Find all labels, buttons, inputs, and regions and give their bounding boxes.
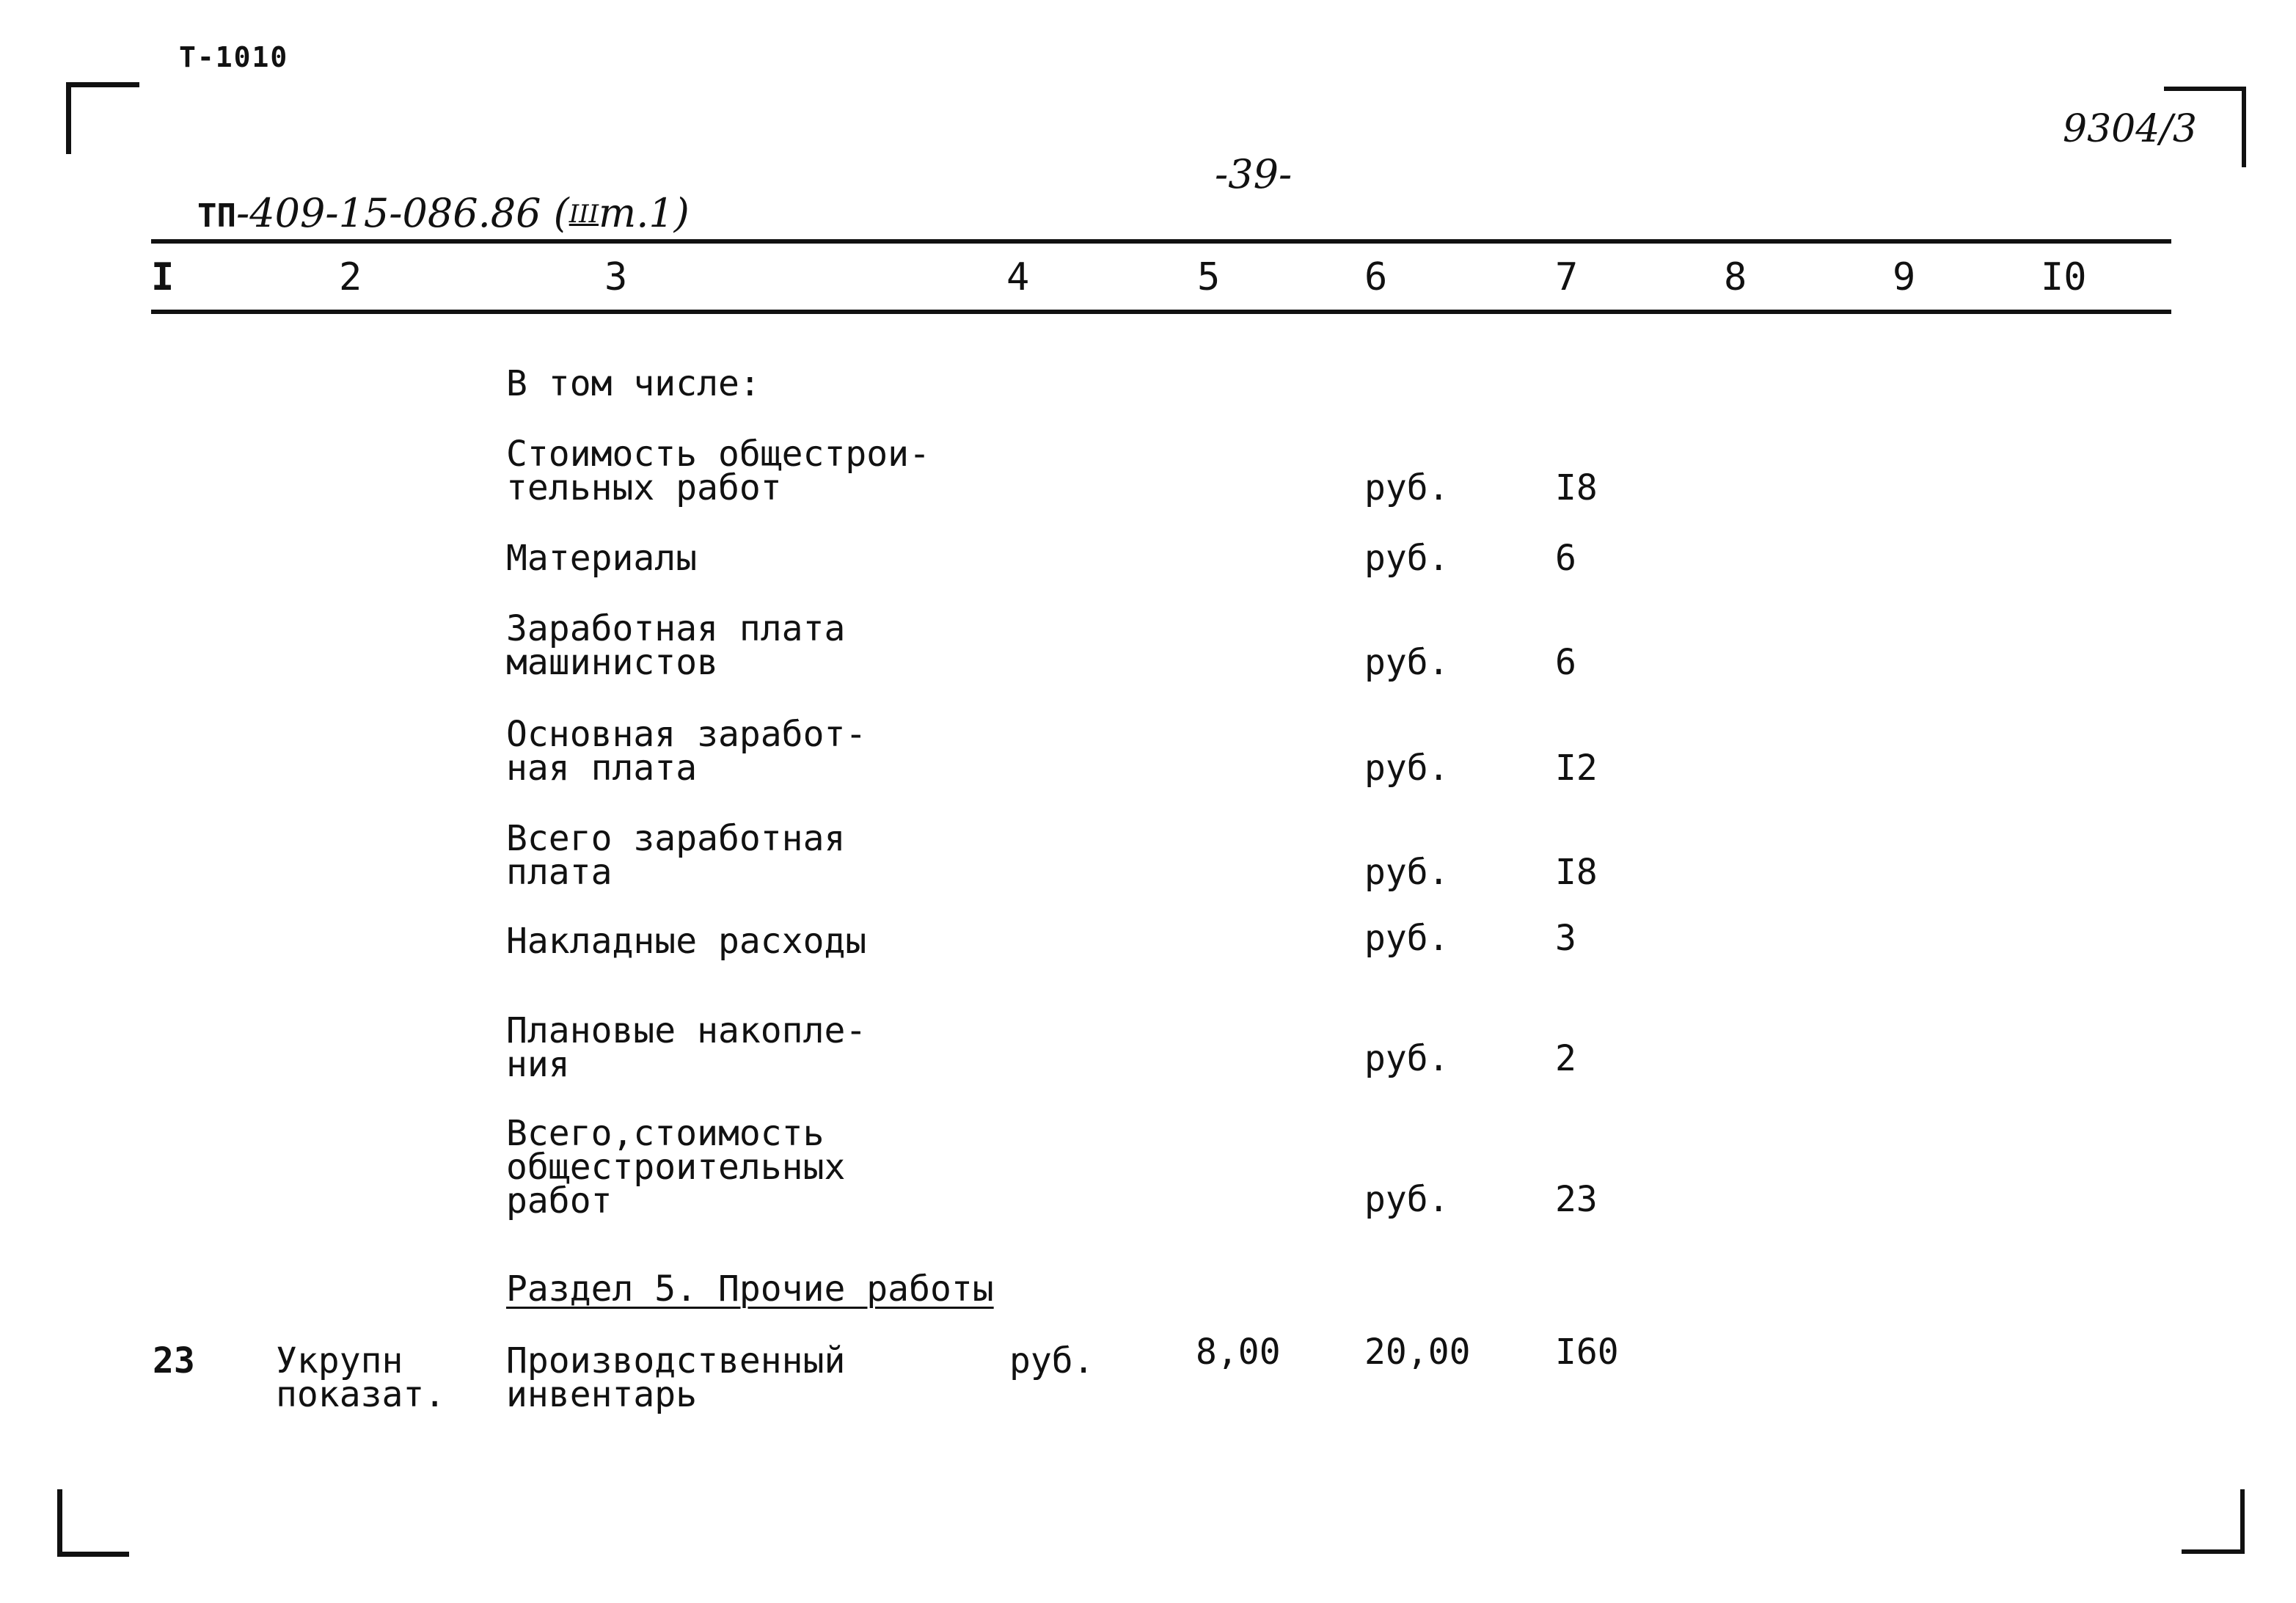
item-number: 23 — [153, 1340, 195, 1381]
row-name-line: Всего заработная — [506, 818, 846, 859]
column-number: 8 — [1724, 255, 1747, 299]
document-code: Т-1010 — [179, 41, 289, 73]
item-price: 20,00 — [1364, 1332, 1471, 1373]
column-number: 9 — [1893, 255, 1916, 299]
corner-mark-bottom-right-h — [2182, 1549, 2245, 1554]
row-value: 6 — [1555, 642, 1576, 683]
row-name-line: машинистов — [506, 642, 718, 683]
corner-mark-top-left-v — [66, 82, 71, 154]
archive-number: 9304/3 — [2063, 107, 2197, 151]
item-total: I60 — [1555, 1332, 1619, 1373]
column-number: 3 — [604, 255, 628, 299]
row-value: 3 — [1555, 918, 1576, 959]
designation-tail: т.1) — [599, 190, 690, 236]
item-basis-line: показат. — [276, 1374, 446, 1415]
column-number: I — [151, 255, 175, 299]
row-unit: руб. — [1364, 1179, 1449, 1220]
row-name-line: Основная заработ- — [506, 714, 867, 755]
row-name-line: Всего,стоимость — [506, 1113, 825, 1154]
designation-handwritten: -409-15-086.86 ( — [236, 190, 569, 236]
row-name-line: Материалы — [506, 538, 698, 579]
section-title: Раздел 5. Прочие работы — [506, 1268, 994, 1310]
item-quantity: 8,00 — [1196, 1332, 1281, 1373]
row-value: I2 — [1555, 748, 1598, 789]
item-name-line: Производственный — [506, 1340, 846, 1381]
column-number: 7 — [1555, 255, 1579, 299]
row-name-line: Накладные расходы — [506, 921, 867, 962]
column-number: 4 — [1006, 255, 1030, 299]
designation-prefix: ТП — [197, 197, 237, 235]
row-value: I8 — [1555, 852, 1598, 893]
column-number: 2 — [339, 255, 362, 299]
designation-volume: III — [568, 200, 599, 229]
row-name-line: тельных работ — [506, 467, 782, 508]
item-name-line: инвентарь — [506, 1374, 698, 1415]
project-designation — [150, 144, 690, 236]
row-unit: руб. — [1364, 852, 1449, 893]
corner-mark-top-right-v — [2242, 87, 2246, 167]
row-unit: руб. — [1364, 1038, 1449, 1079]
row-unit: руб. — [1364, 467, 1449, 508]
page-number: -39- — [1215, 151, 1293, 197]
row-name-line: работ — [506, 1180, 613, 1222]
row-name-line: Стоимость общестрои- — [506, 434, 930, 475]
row-value: 23 — [1555, 1179, 1598, 1220]
row-value: 2 — [1555, 1038, 1576, 1079]
row-name-line: ния — [506, 1044, 570, 1085]
column-number: 5 — [1197, 255, 1221, 299]
row-name-line: плата — [506, 852, 613, 893]
item-unit: руб. — [1009, 1340, 1094, 1381]
row-name-line: Плановые накопле- — [506, 1010, 867, 1051]
corner-mark-bottom-left-h — [57, 1552, 129, 1557]
row-unit: руб. — [1364, 748, 1449, 789]
corner-mark-bottom-right-v — [2240, 1489, 2245, 1554]
row-name-line: Заработная плата — [506, 608, 846, 649]
intro-text: В том числе: — [506, 363, 761, 404]
row-value: 6 — [1555, 538, 1576, 579]
row-name-line: общестроительных — [506, 1147, 846, 1188]
corner-mark-top-right-h — [2164, 87, 2246, 91]
row-unit: руб. — [1364, 538, 1449, 579]
column-number: I0 — [2041, 255, 2087, 299]
row-unit: руб. — [1364, 642, 1449, 683]
corner-mark-top-left-h — [66, 82, 139, 87]
table-header-top-rule — [151, 239, 2171, 244]
item-basis-line: Укрупн — [276, 1340, 403, 1381]
corner-mark-bottom-left-v — [57, 1489, 62, 1557]
row-name-line: ная плата — [506, 748, 698, 789]
row-value: I8 — [1555, 467, 1598, 508]
column-number: 6 — [1364, 255, 1388, 299]
table-header-bottom-rule — [151, 310, 2171, 314]
row-unit: руб. — [1364, 918, 1449, 959]
